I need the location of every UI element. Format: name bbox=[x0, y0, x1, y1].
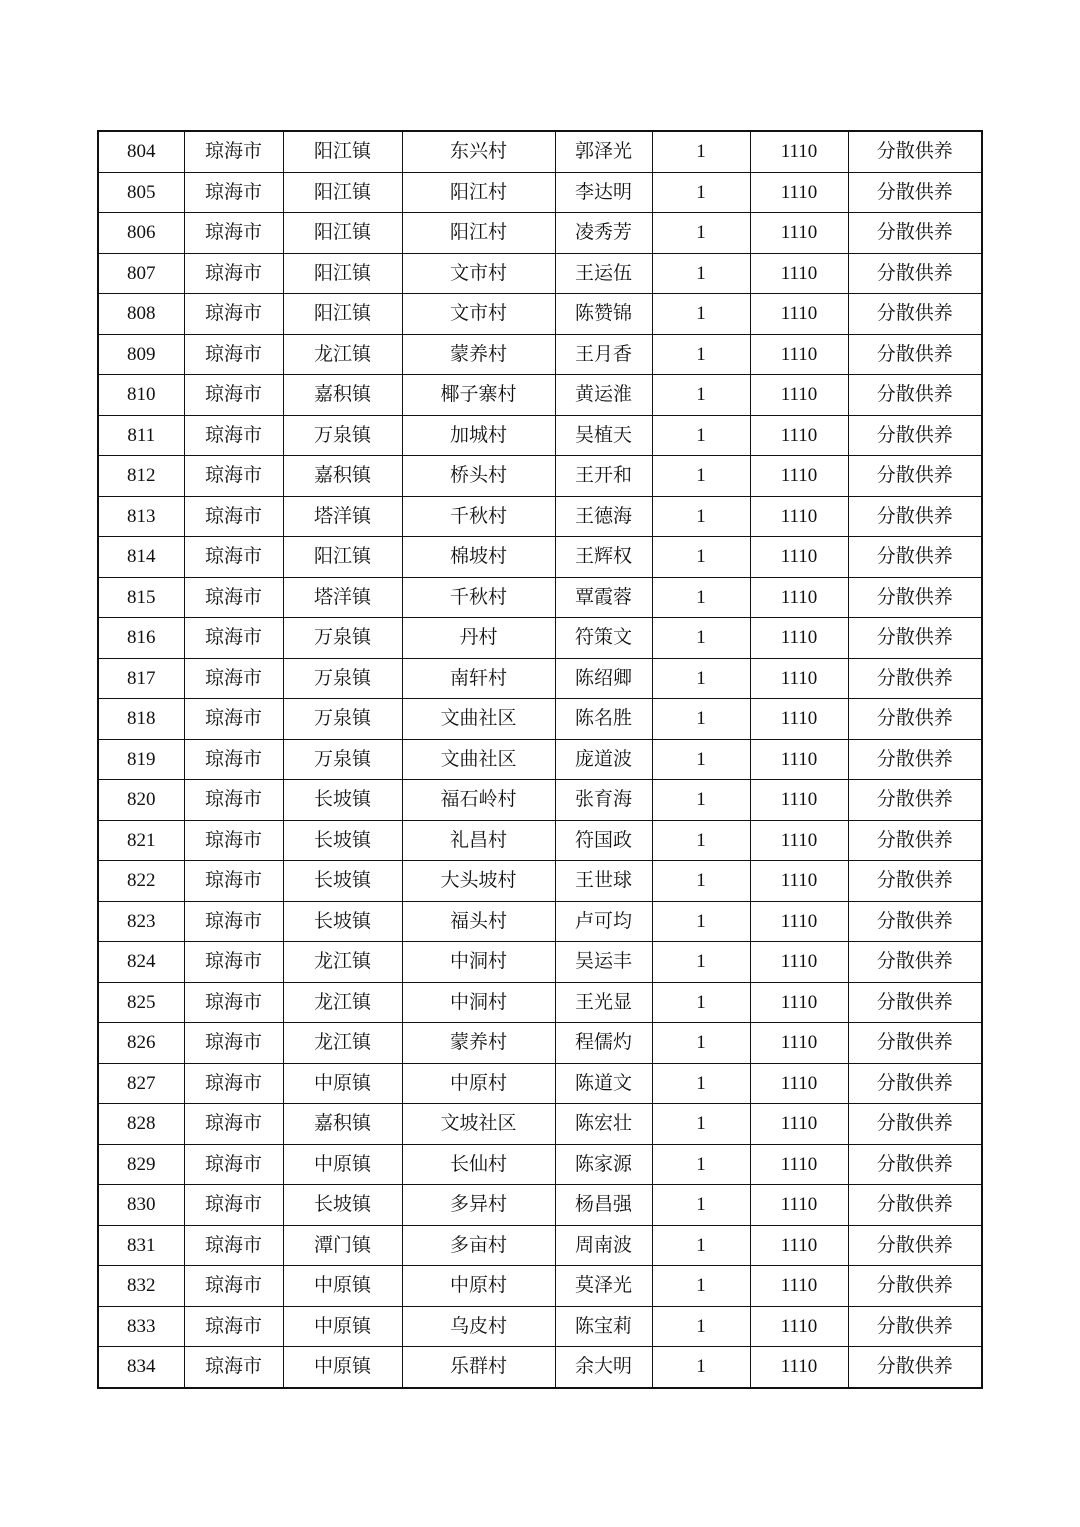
cell-support-type: 分散供养 bbox=[848, 415, 982, 456]
cell-city: 琼海市 bbox=[184, 1266, 283, 1307]
cell-town: 嘉积镇 bbox=[283, 456, 402, 497]
cell-support-type: 分散供养 bbox=[848, 577, 982, 618]
cell-amount: 1110 bbox=[750, 213, 848, 254]
table-row bbox=[98, 780, 982, 821]
cell-serial-number: 811 bbox=[98, 415, 184, 456]
table-row bbox=[98, 375, 982, 416]
cell-village: 中洞村 bbox=[402, 982, 555, 1023]
cell-city: 琼海市 bbox=[184, 658, 283, 699]
cell-amount: 1110 bbox=[750, 1225, 848, 1266]
cell-serial-number: 833 bbox=[98, 1306, 184, 1347]
cell-household-count: 1 bbox=[652, 375, 750, 416]
cell-support-type: 分散供养 bbox=[848, 780, 982, 821]
cell-person-name: 卢可均 bbox=[555, 901, 652, 942]
table-row bbox=[98, 739, 982, 780]
cell-household-count: 1 bbox=[652, 294, 750, 335]
cell-amount: 1110 bbox=[750, 739, 848, 780]
cell-village: 文曲社区 bbox=[402, 739, 555, 780]
cell-person-name: 陈道文 bbox=[555, 1063, 652, 1104]
table-row bbox=[98, 172, 982, 213]
cell-town: 阳江镇 bbox=[283, 213, 402, 254]
table-row bbox=[98, 334, 982, 375]
cell-city: 琼海市 bbox=[184, 577, 283, 618]
cell-amount: 1110 bbox=[750, 131, 848, 172]
table-row bbox=[98, 1266, 982, 1307]
table-row bbox=[98, 496, 982, 537]
cell-serial-number: 823 bbox=[98, 901, 184, 942]
cell-amount: 1110 bbox=[750, 294, 848, 335]
cell-village: 乐群村 bbox=[402, 1347, 555, 1388]
table-row bbox=[98, 1104, 982, 1145]
cell-village: 南轩村 bbox=[402, 658, 555, 699]
cell-serial-number: 827 bbox=[98, 1063, 184, 1104]
cell-city: 琼海市 bbox=[184, 739, 283, 780]
cell-village: 礼昌村 bbox=[402, 820, 555, 861]
cell-support-type: 分散供养 bbox=[848, 1306, 982, 1347]
cell-city: 琼海市 bbox=[184, 861, 283, 902]
cell-person-name: 张育海 bbox=[555, 780, 652, 821]
cell-town: 中原镇 bbox=[283, 1347, 402, 1388]
cell-serial-number: 809 bbox=[98, 334, 184, 375]
cell-support-type: 分散供养 bbox=[848, 294, 982, 335]
cell-city: 琼海市 bbox=[184, 172, 283, 213]
cell-serial-number: 822 bbox=[98, 861, 184, 902]
cell-amount: 1110 bbox=[750, 901, 848, 942]
cell-person-name: 符策文 bbox=[555, 618, 652, 659]
cell-amount: 1110 bbox=[750, 375, 848, 416]
cell-town: 中原镇 bbox=[283, 1144, 402, 1185]
cell-amount: 1110 bbox=[750, 456, 848, 497]
cell-support-type: 分散供养 bbox=[848, 1023, 982, 1064]
cell-city: 琼海市 bbox=[184, 1063, 283, 1104]
cell-household-count: 1 bbox=[652, 861, 750, 902]
cell-support-type: 分散供养 bbox=[848, 131, 982, 172]
cell-town: 万泉镇 bbox=[283, 415, 402, 456]
cell-town: 龙江镇 bbox=[283, 942, 402, 983]
cell-household-count: 1 bbox=[652, 780, 750, 821]
cell-serial-number: 829 bbox=[98, 1144, 184, 1185]
table-row bbox=[98, 1225, 982, 1266]
cell-village: 蒙养村 bbox=[402, 1023, 555, 1064]
cell-household-count: 1 bbox=[652, 213, 750, 254]
cell-town: 嘉积镇 bbox=[283, 1104, 402, 1145]
cell-town: 潭门镇 bbox=[283, 1225, 402, 1266]
cell-village: 大头坡村 bbox=[402, 861, 555, 902]
cell-person-name: 陈名胜 bbox=[555, 699, 652, 740]
cell-serial-number: 826 bbox=[98, 1023, 184, 1064]
table-row bbox=[98, 253, 982, 294]
cell-city: 琼海市 bbox=[184, 537, 283, 578]
cell-village: 文曲社区 bbox=[402, 699, 555, 740]
cell-amount: 1110 bbox=[750, 415, 848, 456]
cell-city: 琼海市 bbox=[184, 1023, 283, 1064]
cell-village: 丹村 bbox=[402, 618, 555, 659]
cell-city: 琼海市 bbox=[184, 618, 283, 659]
cell-town: 阳江镇 bbox=[283, 294, 402, 335]
cell-city: 琼海市 bbox=[184, 496, 283, 537]
cell-village: 文市村 bbox=[402, 253, 555, 294]
cell-city: 琼海市 bbox=[184, 1347, 283, 1388]
cell-serial-number: 806 bbox=[98, 213, 184, 254]
cell-serial-number: 808 bbox=[98, 294, 184, 335]
cell-household-count: 1 bbox=[652, 739, 750, 780]
cell-person-name: 吴运丰 bbox=[555, 942, 652, 983]
cell-city: 琼海市 bbox=[184, 780, 283, 821]
cell-amount: 1110 bbox=[750, 1023, 848, 1064]
cell-support-type: 分散供养 bbox=[848, 1104, 982, 1145]
beneficiary-table bbox=[97, 130, 983, 1389]
cell-serial-number: 824 bbox=[98, 942, 184, 983]
cell-serial-number: 804 bbox=[98, 131, 184, 172]
table-row bbox=[98, 618, 982, 659]
cell-town: 塔洋镇 bbox=[283, 496, 402, 537]
table-row bbox=[98, 1306, 982, 1347]
cell-support-type: 分散供养 bbox=[848, 901, 982, 942]
cell-serial-number: 807 bbox=[98, 253, 184, 294]
cell-village: 中洞村 bbox=[402, 942, 555, 983]
cell-serial-number: 831 bbox=[98, 1225, 184, 1266]
cell-support-type: 分散供养 bbox=[848, 1266, 982, 1307]
cell-person-name: 陈家源 bbox=[555, 1144, 652, 1185]
cell-household-count: 1 bbox=[652, 982, 750, 1023]
cell-household-count: 1 bbox=[652, 253, 750, 294]
cell-town: 阳江镇 bbox=[283, 131, 402, 172]
cell-serial-number: 813 bbox=[98, 496, 184, 537]
cell-person-name: 陈宝莉 bbox=[555, 1306, 652, 1347]
table-row bbox=[98, 820, 982, 861]
cell-amount: 1110 bbox=[750, 537, 848, 578]
cell-amount: 1110 bbox=[750, 172, 848, 213]
cell-support-type: 分散供养 bbox=[848, 739, 982, 780]
cell-amount: 1110 bbox=[750, 496, 848, 537]
cell-support-type: 分散供养 bbox=[848, 820, 982, 861]
cell-city: 琼海市 bbox=[184, 334, 283, 375]
cell-person-name: 杨昌强 bbox=[555, 1185, 652, 1226]
cell-village: 桥头村 bbox=[402, 456, 555, 497]
cell-household-count: 1 bbox=[652, 942, 750, 983]
cell-support-type: 分散供养 bbox=[848, 618, 982, 659]
cell-amount: 1110 bbox=[750, 1306, 848, 1347]
cell-person-name: 程儒灼 bbox=[555, 1023, 652, 1064]
cell-support-type: 分散供养 bbox=[848, 982, 982, 1023]
cell-village: 棉坡村 bbox=[402, 537, 555, 578]
cell-serial-number: 812 bbox=[98, 456, 184, 497]
cell-town: 长坡镇 bbox=[283, 780, 402, 821]
cell-serial-number: 815 bbox=[98, 577, 184, 618]
cell-support-type: 分散供养 bbox=[848, 1225, 982, 1266]
cell-person-name: 郭泽光 bbox=[555, 131, 652, 172]
cell-support-type: 分散供养 bbox=[848, 172, 982, 213]
cell-village: 阳江村 bbox=[402, 213, 555, 254]
cell-village: 蒙养村 bbox=[402, 334, 555, 375]
cell-village: 多异村 bbox=[402, 1185, 555, 1226]
table-row bbox=[98, 1063, 982, 1104]
cell-person-name: 凌秀芳 bbox=[555, 213, 652, 254]
cell-household-count: 1 bbox=[652, 172, 750, 213]
cell-household-count: 1 bbox=[652, 618, 750, 659]
cell-household-count: 1 bbox=[652, 1185, 750, 1226]
cell-amount: 1110 bbox=[750, 1266, 848, 1307]
cell-household-count: 1 bbox=[652, 1347, 750, 1388]
cell-serial-number: 834 bbox=[98, 1347, 184, 1388]
cell-person-name: 李达明 bbox=[555, 172, 652, 213]
cell-city: 琼海市 bbox=[184, 375, 283, 416]
cell-city: 琼海市 bbox=[184, 415, 283, 456]
cell-household-count: 1 bbox=[652, 131, 750, 172]
cell-serial-number: 814 bbox=[98, 537, 184, 578]
table-row bbox=[98, 658, 982, 699]
table-row bbox=[98, 861, 982, 902]
cell-city: 琼海市 bbox=[184, 456, 283, 497]
cell-amount: 1110 bbox=[750, 942, 848, 983]
cell-person-name: 王光显 bbox=[555, 982, 652, 1023]
cell-town: 万泉镇 bbox=[283, 658, 402, 699]
cell-amount: 1110 bbox=[750, 1185, 848, 1226]
table-row bbox=[98, 294, 982, 335]
cell-person-name: 陈赞锦 bbox=[555, 294, 652, 335]
table-row bbox=[98, 1023, 982, 1064]
cell-support-type: 分散供养 bbox=[848, 375, 982, 416]
cell-serial-number: 819 bbox=[98, 739, 184, 780]
cell-support-type: 分散供养 bbox=[848, 1063, 982, 1104]
cell-amount: 1110 bbox=[750, 1144, 848, 1185]
cell-support-type: 分散供养 bbox=[848, 213, 982, 254]
cell-serial-number: 816 bbox=[98, 618, 184, 659]
cell-person-name: 王世球 bbox=[555, 861, 652, 902]
cell-household-count: 1 bbox=[652, 334, 750, 375]
cell-person-name: 王德海 bbox=[555, 496, 652, 537]
cell-household-count: 1 bbox=[652, 537, 750, 578]
cell-serial-number: 825 bbox=[98, 982, 184, 1023]
cell-town: 万泉镇 bbox=[283, 699, 402, 740]
cell-person-name: 王月香 bbox=[555, 334, 652, 375]
cell-city: 琼海市 bbox=[184, 131, 283, 172]
cell-person-name: 吴植天 bbox=[555, 415, 652, 456]
cell-village: 阳江村 bbox=[402, 172, 555, 213]
table-row bbox=[98, 901, 982, 942]
cell-town: 龙江镇 bbox=[283, 982, 402, 1023]
cell-household-count: 1 bbox=[652, 1023, 750, 1064]
cell-serial-number: 830 bbox=[98, 1185, 184, 1226]
cell-city: 琼海市 bbox=[184, 1104, 283, 1145]
table-row bbox=[98, 942, 982, 983]
cell-town: 万泉镇 bbox=[283, 739, 402, 780]
cell-support-type: 分散供养 bbox=[848, 1144, 982, 1185]
cell-support-type: 分散供养 bbox=[848, 334, 982, 375]
cell-household-count: 1 bbox=[652, 1063, 750, 1104]
cell-city: 琼海市 bbox=[184, 1225, 283, 1266]
cell-village: 中原村 bbox=[402, 1266, 555, 1307]
cell-city: 琼海市 bbox=[184, 699, 283, 740]
cell-amount: 1110 bbox=[750, 1063, 848, 1104]
table-body bbox=[98, 131, 982, 1388]
cell-town: 龙江镇 bbox=[283, 334, 402, 375]
cell-village: 文市村 bbox=[402, 294, 555, 335]
cell-amount: 1110 bbox=[750, 577, 848, 618]
cell-person-name: 周南波 bbox=[555, 1225, 652, 1266]
cell-town: 长坡镇 bbox=[283, 1185, 402, 1226]
cell-village: 福头村 bbox=[402, 901, 555, 942]
table-row bbox=[98, 537, 982, 578]
cell-amount: 1110 bbox=[750, 820, 848, 861]
cell-village: 长仙村 bbox=[402, 1144, 555, 1185]
cell-person-name: 黄运淮 bbox=[555, 375, 652, 416]
cell-serial-number: 828 bbox=[98, 1104, 184, 1145]
cell-serial-number: 821 bbox=[98, 820, 184, 861]
cell-person-name: 莫泽光 bbox=[555, 1266, 652, 1307]
cell-person-name: 王运伍 bbox=[555, 253, 652, 294]
cell-town: 阳江镇 bbox=[283, 172, 402, 213]
cell-town: 阳江镇 bbox=[283, 253, 402, 294]
cell-town: 阳江镇 bbox=[283, 537, 402, 578]
cell-village: 多亩村 bbox=[402, 1225, 555, 1266]
cell-support-type: 分散供养 bbox=[848, 699, 982, 740]
cell-support-type: 分散供养 bbox=[848, 658, 982, 699]
cell-village: 文坡社区 bbox=[402, 1104, 555, 1145]
cell-city: 琼海市 bbox=[184, 942, 283, 983]
table-row bbox=[98, 213, 982, 254]
table-row bbox=[98, 699, 982, 740]
cell-household-count: 1 bbox=[652, 1104, 750, 1145]
cell-town: 长坡镇 bbox=[283, 820, 402, 861]
cell-city: 琼海市 bbox=[184, 1306, 283, 1347]
cell-household-count: 1 bbox=[652, 1306, 750, 1347]
cell-serial-number: 817 bbox=[98, 658, 184, 699]
cell-amount: 1110 bbox=[750, 334, 848, 375]
cell-city: 琼海市 bbox=[184, 253, 283, 294]
table-row bbox=[98, 131, 982, 172]
cell-serial-number: 832 bbox=[98, 1266, 184, 1307]
cell-household-count: 1 bbox=[652, 577, 750, 618]
cell-serial-number: 818 bbox=[98, 699, 184, 740]
cell-village: 乌皮村 bbox=[402, 1306, 555, 1347]
cell-village: 东兴村 bbox=[402, 131, 555, 172]
cell-household-count: 1 bbox=[652, 1225, 750, 1266]
cell-household-count: 1 bbox=[652, 415, 750, 456]
cell-household-count: 1 bbox=[652, 1266, 750, 1307]
cell-city: 琼海市 bbox=[184, 901, 283, 942]
cell-town: 嘉积镇 bbox=[283, 375, 402, 416]
cell-town: 长坡镇 bbox=[283, 861, 402, 902]
cell-city: 琼海市 bbox=[184, 294, 283, 335]
cell-household-count: 1 bbox=[652, 901, 750, 942]
cell-support-type: 分散供养 bbox=[848, 861, 982, 902]
cell-household-count: 1 bbox=[652, 1144, 750, 1185]
cell-amount: 1110 bbox=[750, 1104, 848, 1145]
cell-city: 琼海市 bbox=[184, 1144, 283, 1185]
cell-household-count: 1 bbox=[652, 658, 750, 699]
cell-amount: 1110 bbox=[750, 618, 848, 659]
table-row bbox=[98, 1347, 982, 1388]
cell-support-type: 分散供养 bbox=[848, 1185, 982, 1226]
cell-amount: 1110 bbox=[750, 699, 848, 740]
cell-serial-number: 805 bbox=[98, 172, 184, 213]
cell-household-count: 1 bbox=[652, 496, 750, 537]
cell-amount: 1110 bbox=[750, 780, 848, 821]
cell-city: 琼海市 bbox=[184, 982, 283, 1023]
cell-person-name: 陈宏壮 bbox=[555, 1104, 652, 1145]
cell-city: 琼海市 bbox=[184, 820, 283, 861]
table-row bbox=[98, 577, 982, 618]
cell-town: 龙江镇 bbox=[283, 1023, 402, 1064]
cell-household-count: 1 bbox=[652, 820, 750, 861]
cell-serial-number: 820 bbox=[98, 780, 184, 821]
cell-town: 塔洋镇 bbox=[283, 577, 402, 618]
cell-person-name: 符国政 bbox=[555, 820, 652, 861]
cell-person-name: 王辉权 bbox=[555, 537, 652, 578]
cell-amount: 1110 bbox=[750, 658, 848, 699]
cell-household-count: 1 bbox=[652, 456, 750, 497]
cell-amount: 1110 bbox=[750, 861, 848, 902]
cell-support-type: 分散供养 bbox=[848, 537, 982, 578]
cell-person-name: 余大明 bbox=[555, 1347, 652, 1388]
cell-village: 中原村 bbox=[402, 1063, 555, 1104]
cell-support-type: 分散供养 bbox=[848, 942, 982, 983]
cell-support-type: 分散供养 bbox=[848, 456, 982, 497]
cell-person-name: 王开和 bbox=[555, 456, 652, 497]
cell-village: 椰子寨村 bbox=[402, 375, 555, 416]
table-row bbox=[98, 456, 982, 497]
cell-town: 万泉镇 bbox=[283, 618, 402, 659]
cell-village: 加城村 bbox=[402, 415, 555, 456]
cell-town: 中原镇 bbox=[283, 1306, 402, 1347]
table-row bbox=[98, 1185, 982, 1226]
cell-person-name: 庞道波 bbox=[555, 739, 652, 780]
cell-city: 琼海市 bbox=[184, 213, 283, 254]
cell-support-type: 分散供养 bbox=[848, 496, 982, 537]
cell-town: 中原镇 bbox=[283, 1266, 402, 1307]
table-row bbox=[98, 415, 982, 456]
cell-village: 千秋村 bbox=[402, 496, 555, 537]
cell-amount: 1110 bbox=[750, 982, 848, 1023]
cell-city: 琼海市 bbox=[184, 1185, 283, 1226]
cell-town: 长坡镇 bbox=[283, 901, 402, 942]
cell-household-count: 1 bbox=[652, 699, 750, 740]
table-row bbox=[98, 982, 982, 1023]
cell-person-name: 覃霞蓉 bbox=[555, 577, 652, 618]
cell-village: 福石岭村 bbox=[402, 780, 555, 821]
cell-amount: 1110 bbox=[750, 253, 848, 294]
cell-support-type: 分散供养 bbox=[848, 253, 982, 294]
cell-town: 中原镇 bbox=[283, 1063, 402, 1104]
table-row bbox=[98, 1144, 982, 1185]
cell-support-type: 分散供养 bbox=[848, 1347, 982, 1388]
cell-serial-number: 810 bbox=[98, 375, 184, 416]
cell-person-name: 陈绍卿 bbox=[555, 658, 652, 699]
cell-village: 千秋村 bbox=[402, 577, 555, 618]
cell-amount: 1110 bbox=[750, 1347, 848, 1388]
